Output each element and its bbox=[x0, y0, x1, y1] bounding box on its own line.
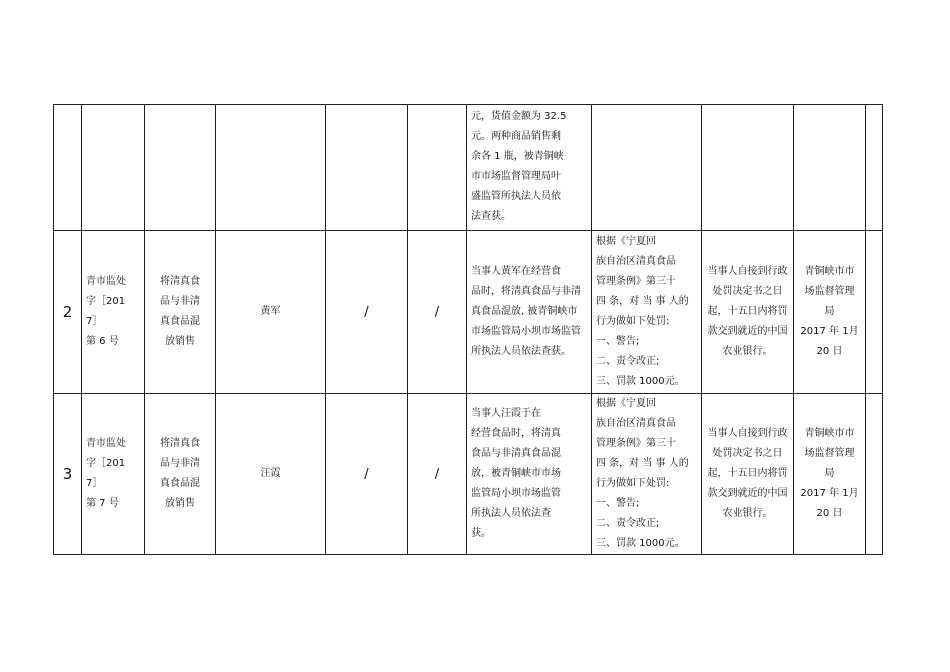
authority-date bbox=[794, 105, 866, 231]
case-facts: 当事人黄军在经营食 品时，将清真食品与非清 真食品混放, 被青铜峡市 市场监管局小坝市场监管 所执法人员依法查获。 bbox=[467, 231, 592, 394]
case-number: 青市监处 字［2017］ 第 6 号 bbox=[82, 231, 145, 394]
authority-date: 青铜峡市市 场监督管理 局 2017 年 1月 20 日 bbox=[794, 231, 866, 394]
party-name: 黄军 bbox=[216, 231, 326, 394]
remark bbox=[866, 231, 883, 394]
party-name: 汪霞 bbox=[216, 394, 326, 555]
performance-method: 当事人自接到行政 处罚决定书之日 起，十五日内将罚 款交到就近的中国 农业银行。 bbox=[702, 394, 794, 555]
table-row bbox=[54, 394, 883, 555]
case-facts: 当事人汪霞于在 经营食品时，将清真 食品与非清真食品混 放，被青铜峡市市场 监管局小坝市场监管 所执法人员依法查 获。 bbox=[467, 394, 592, 555]
penalty-basis bbox=[592, 105, 702, 231]
table-row bbox=[54, 105, 883, 231]
violation-reason: 将清真食 品与非清 真食品混 放销售 bbox=[145, 394, 216, 555]
case-facts: 元，货值金额为 32.5 元。两种商品销售剩 余各 1 瓶，被青铜峡 市市场监督管理局叶 盛监管所执法人员依 法查获。 bbox=[467, 105, 592, 231]
row-number: 2 bbox=[54, 231, 82, 394]
column-five bbox=[326, 105, 408, 231]
row-number: 3 bbox=[54, 394, 82, 555]
party-name bbox=[216, 105, 326, 231]
authority-date: 青铜峡市市 场监督管理 局 2017 年 1月 20 日 bbox=[794, 394, 866, 555]
row-number bbox=[54, 105, 82, 231]
performance-method bbox=[702, 105, 794, 231]
column-five: / bbox=[326, 231, 408, 394]
case-number: 青市监处 字［2017］ 第 7 号 bbox=[82, 394, 145, 555]
column-five: / bbox=[326, 394, 408, 555]
performance-method: 当事人自接到行政 处罚决定书之日 起，十五日内将罚 款交到就近的中国 农业银行。 bbox=[702, 231, 794, 394]
penalty-table bbox=[53, 104, 883, 555]
penalty-basis: 根据《宁夏回 族自治区清真食品 管理条例》第三十 四 条，对 当 事 人的 行为做如下处罚: 一、警告; 二、责令改正; 三、罚款 1000元。 bbox=[592, 394, 702, 555]
remark bbox=[866, 394, 883, 555]
penalty-basis: 根据《宁夏回 族自治区清真食品 管理条例》第三十 四 条，对 当 事 人的 行为做如下处罚: 一、警告; 二、责令改正; 三、罚款 1000元。 bbox=[592, 231, 702, 394]
column-six: / bbox=[408, 231, 467, 394]
violation-reason: 将清真食 品与非清 真食品混 放销售 bbox=[145, 231, 216, 394]
table-row bbox=[54, 231, 883, 394]
case-number bbox=[82, 105, 145, 231]
column-six bbox=[408, 105, 467, 231]
remark bbox=[866, 105, 883, 231]
column-six: / bbox=[408, 394, 467, 555]
violation-reason bbox=[145, 105, 216, 231]
